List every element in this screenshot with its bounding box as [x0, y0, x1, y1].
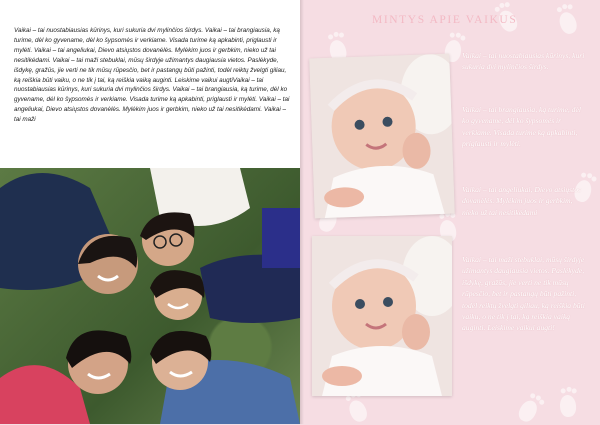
quote-2: Vaikai – tai brangiausia, ką turime, dėl ko gyvename, dėl ko šypsomės ir verkiame. Visada turime ką apkabinti, priglausti ir mylėti. — [462, 105, 581, 149]
kids-photo-illustration — [0, 168, 300, 424]
kids-photo — [0, 168, 300, 424]
book-spine — [300, 0, 304, 424]
quote-3: Vaikai – tai angeliukai, Dievo atsiųstos dovanėlės. Mylėkim juos ir gerbkim, nieko už tai nesitikėdami — [462, 185, 581, 217]
quote-1: Vaikai – tai nuostabiausias kūrinys, kuri sukuria dvi mylinčios širdys. — [462, 51, 585, 72]
left-body-text: Vaikai – tai nuostabiausias kūrinys, kuri sukuria dvi mylinčios širdys. Vaikai – tai brangiausia, ką turime, dėl ko gyvename, dėl ko šypsomės ir verkiame. Visada turime ką apkabinti, priglausti ir mylėti. Vaikai – tai angeliukai, Dievo atsiųstos dovanėlės. Mylėkim juos ir gerbkim, nieko už tai nesitikėdami. Vaikai – tai maži stebuklai, mūsų širdyje užimantys daugiausia vietos. Paslėkyde, išdykę, gražūs, jie verti ne tik mūsų rūpesčio, bet ir pastangų būti pažinti, todėl reiktų žvelgti giliau, ką reiškia būti vaiku, o ne tik į tai, ką reiškia vaiką auginti. Leiskime vaikui augtiVaikai – tai nuostabiausias kūrinys, kuri sukuria dvi mylinčios širdys. Vaikai – tai brangiausia, ką turime, dėl ko gyvename, dėl ko šypsomės ir verkiame. Visada turime ką apkabinti, priglausti ir mylėti. Vaikai – tai angeliukai, Dievo atsiųstos dovanėlės. Mylėkim juos ir gerbkim, nieko už tai nesitikėdami. Vaikai – tai maži — [14, 27, 290, 124]
left-text-panel — [0, 0, 300, 168]
baby-photo-bottom — [312, 236, 452, 396]
page-title: MINTYS APIE VAIKUS — [372, 14, 518, 26]
baby-photo-top — [309, 54, 454, 219]
quote-4: Vaikai – tai maži stebuklai, mūsų širdyje užimantys daugiausia vietos. Paslėkyde, išdykę, gražūs, jie verti ne tik mūsų rūpesčio, bet ir pastangų būti pažinti, todėl reiktų žvelgti giliau, ką reiškia būti vaiku, o ne tik į tai, ką reiškia vaiką auginti. Leiskime vaikui augti! — [462, 255, 585, 333]
